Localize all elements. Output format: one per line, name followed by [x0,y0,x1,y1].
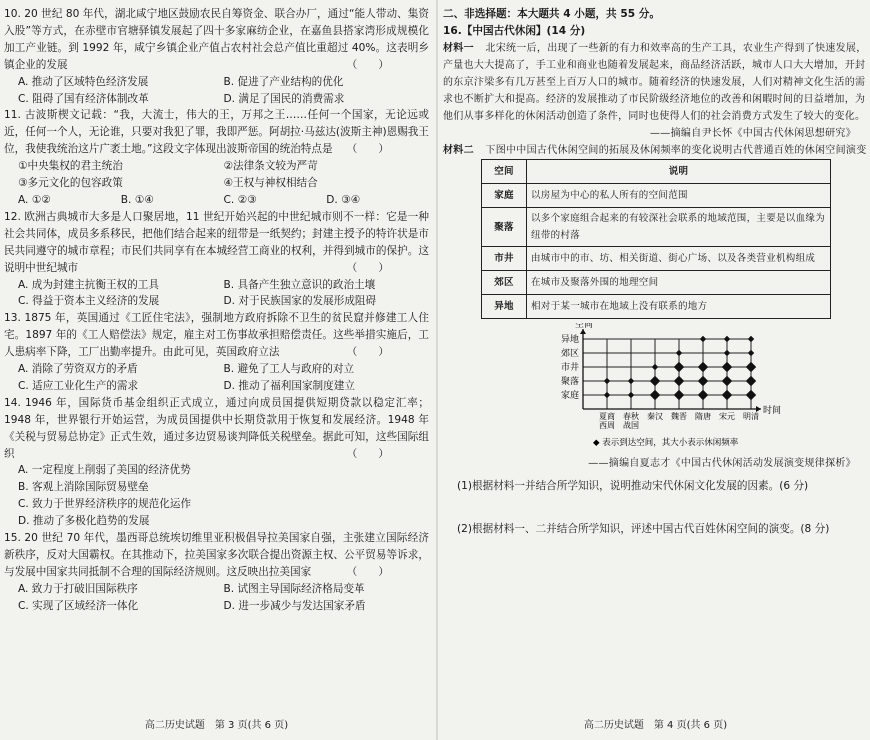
option-d: D. 进一步减少与发达国家矛盾 [223,599,366,612]
question-11-options [4,192,429,209]
question-13-options [4,361,429,395]
option-d: D. 推动了多极化趋势的发展 [18,515,150,528]
right-page [443,6,868,731]
row-desc: 以房屋为中心的私人所有的空间范围 [527,184,831,208]
material-1-label: 材料一 [443,43,474,54]
row-key: 郊区 [482,271,527,295]
y-tick-label: 家庭 [560,391,579,401]
data-point [604,392,610,398]
row-key: 聚落 [482,208,527,247]
option-b: B. 避免了工人与政府的对立 [223,363,355,376]
data-point [748,350,754,356]
option-a: A. 消除了劳资双方的矛盾 [18,363,138,376]
option-c: C. 阻碍了国有经济体制改革 [18,92,149,105]
data-point [698,362,708,372]
question-12-options [4,277,429,311]
data-point [628,378,634,384]
header-desc: 说明 [527,160,831,184]
data-point [652,364,658,370]
row-desc: 相对于某一城市在地域上没有联系的地方 [527,295,831,319]
item-1: ①中央集权的君主统治 [18,160,123,173]
data-point [674,390,684,400]
option-b: B. ①④ [120,193,154,206]
x-tick-label: 春秋战国 [623,412,639,430]
data-point [722,362,732,372]
material-2-text: 下图中中国古代休闲空间的拓展及休闲频率的变化说明古代普通百姓的休闲空间演变 [485,145,867,156]
chart-legend: ◆ 表示到达空间，其大小表示休闲频率 [593,438,739,448]
data-point [604,378,610,384]
y-tick-label: 市井 [560,363,579,373]
option-a: A. ①② [18,193,51,206]
data-point [748,336,754,342]
leisure-chart [533,323,783,451]
page-footer: 高二历史试题 第 3 页(共 6 页) [144,720,289,731]
data-point [650,376,660,386]
question-10 [4,6,429,74]
data-point [676,350,682,356]
data-point [698,376,708,386]
leisure-chart-wrap [533,323,868,455]
x-tick-label: 魏晋 [671,412,687,421]
material-2-source: ——摘编自夏志才《中国古代休闲活动发展演变规律探析》 [588,458,856,469]
x-tick-label: 夏商西周 [599,412,615,430]
data-point [722,376,732,386]
x-tick-label: 隋唐 [695,412,711,421]
question-13 [4,310,429,361]
question-12-stem: 12. 欧洲古典城市大多是人口聚居地，11 世纪开始兴起的中世纪城市则不一样：它是一种社会共同体，成员多系移民，把他们结合起来的纽带是一纸契约；封建主授予的特许状是市民共同遵守的城市章程；市民们共同享有在本城经营工商业的权利，并得到城市的保护。这说明中世纪城市 [4,210,429,274]
question-10-stem: 10. 20 世纪 80 年代，湖北咸宁地区鼓励农民自筹资金、联合办厂，通过“能人带动、集资入股”等方式，在赤壁市官塘驿镇发展起了四十多家麻纺企业，在嘉鱼县搭家湾形成规模化加工产业链。到 1992 年，咸宁乡镇企业产值占农村社会总产值比重超过 40%。这表明乡镇企业的发展 [4,8,429,71]
material-2-label: 材料二 [443,145,474,156]
answer-paren: （ ） [346,565,389,578]
answer-paren: （ ） [346,346,389,359]
option-d: D. 对于民族国家的发展形成阻碍 [223,295,377,308]
data-point [698,390,708,400]
data-point [724,350,730,356]
data-point [628,392,634,398]
data-point [746,390,756,400]
y-axis-label: 空间 [575,323,594,330]
row-desc: 由城市中的市、坊、相关街道、街心广场、以及各类营业机构组成 [527,247,831,271]
question-13-stem: 13. 1875 年，英国通过《工匠住宅法》，强制地方政府拆除不卫生的贫民窟并修建工人住宅。1897 年的《工人赔偿法》规定，雇主对工伤事故承担赔偿责任。这些举措实施后，工人患病率下降，工厂出勤率提升。由此可见，英国政府立法 [4,312,429,359]
material-1-text: 北宋统一后，出现了一些新的有力和效率高的生产工具，农业生产得到了快速发展，产量也大大提高了，手工业和商业也随着发展起来，商品经济活跃，城市人口大大增加，开封的东京汴梁多有几万甚至上百万人口的城市。随着经济的快速发展，人们对精神文化生活的需求也不断扩大和提高。经济的发展推动了市民阶级经济地位的改善和闲暇时间的日益增加，为他们从事多样化的休闲活动创造了条件，同时也使得人们的社会消费方式发生了较大的变化。 [443,43,867,122]
answer-paren: （ ） [346,447,389,460]
option-d: D. 满足了国民的消费需求 [223,92,345,105]
option-c: C. ②③ [223,193,257,206]
item-2: ②法律条文较为严苛 [223,160,318,173]
question-14 [4,395,429,463]
item-4: ④王权与神权相结合 [223,177,318,190]
question-15-options [4,581,429,615]
option-c: C. 得益于资本主义经济的发展 [18,295,160,308]
item-3: ③多元文化的包容政策 [18,177,123,190]
table-row [482,208,831,247]
material-1-source: ——摘编自尹长怀《中国古代休闲思想研究》 [650,128,856,139]
table-row [482,247,831,271]
option-b: B. 促进了产业结构的优化 [223,75,344,88]
x-axis-label: 时间 [763,406,782,416]
answer-paren: （ ） [346,261,389,274]
answer-paren: （ ） [346,143,389,156]
option-a: A. 推动了区域特色经济发展 [18,75,149,88]
option-b: B. 具备产生独立意识的政治土壤 [223,278,376,291]
x-tick-label: 秦汉 [647,412,663,421]
y-tick-label: 聚落 [560,377,579,387]
sub-question-1: (1)根据材料一并结合所学知识，说明推动宋代休闲文化发展的因素。(6 分) [457,480,809,492]
header-space: 空间 [482,160,527,184]
page-footer: 高二历史试题 第 4 页(共 6 页) [583,720,728,731]
question-14-options [4,462,429,530]
left-page [4,6,429,731]
question-12 [4,209,429,277]
material-2 [443,142,868,159]
question-16-title: 16.【中国古代休闲】(14 分) [443,25,586,37]
option-b: B. 客观上消除国际贸易壁垒 [18,481,149,494]
row-key: 市井 [482,247,527,271]
question-14-stem: 14. 1946 年，国际货币基金组织正式成立，通过向成员国提供短期贷款以稳定汇率；1948 年，世界银行开始运营，为成员国提供中长期贷款用于恢复和发展经济。1948 年《关税与贸易总协定》正式生效，通过多边贸易谈判降低关税壁垒。据此可知，这些国际组织 [4,396,429,460]
question-11-items [4,158,429,192]
space-table [481,159,831,319]
y-tick-label: 异地 [560,335,579,345]
row-key: 家庭 [482,184,527,208]
question-10-options [4,74,429,108]
x-tick-label: 明清 [743,412,759,421]
question-15 [4,530,429,581]
question-11 [4,107,429,158]
data-point [650,390,660,400]
sub-question-2: (2)根据材料一、二并结合所学知识，评述中国古代百姓休闲空间的演变。(8 分) [457,522,830,535]
x-tick-label: 宋元 [719,412,735,421]
option-d: D. 推动了福利国家制度建立 [223,379,355,392]
row-desc: 以多个家庭组合起来的有较深社会联系的地域范围，主要是以血缘为纽带的村落 [527,208,831,247]
data-point [724,336,730,342]
data-point [700,336,706,342]
row-desc: 在城市及聚落外围的地理空间 [527,271,831,295]
row-key: 异地 [482,295,527,319]
page-fold [436,0,438,740]
data-point [674,362,684,372]
option-c: C. 致力于世界经济秩序的规范化运作 [18,498,192,511]
data-point [674,376,684,386]
y-tick-label: 郊区 [560,349,579,359]
answer-paren: （ ） [346,58,389,71]
table-row [482,184,831,208]
question-11-stem: 11. 古波斯楔文记载：“我，大流士，伟大的王，万邦之王……任何一个国家，无论远或近，任何一个人，无论谁，只要对我犯了罪，我即严惩。阿胡拉·马兹达(波斯主神)恩赐我王位，我使我统治这片广袤土地。”这段文字体现出波斯帝国的统治特点是 [4,109,429,156]
option-d: D. ③④ [326,193,361,206]
table-row [482,271,831,295]
option-c: C. 实现了区域经济一体化 [18,599,139,612]
option-b: B. 试图主导国际经济格局变革 [223,582,365,595]
option-c: C. 适应工业化生产的需求 [18,379,139,392]
data-point [746,376,756,386]
question-15-stem: 15. 20 世纪 70 年代，墨西哥总统埃切维里亚积极倡导拉美国家自强，主张建立国际经济新秩序，反对大国霸权。在其推动下，拉美国家多次联合提出资源主权、公平贸易等诉求，与发展中国家共同抵制不合理的国际经济规则。这反映出拉美国家 [4,532,429,578]
material-1 [443,40,868,142]
option-a: A. 致力于打破旧国际秩序 [18,582,138,595]
table-row [482,295,831,319]
table-header [482,160,831,184]
option-a: A. 一定程度上削弱了美国的经济优势 [18,464,191,477]
option-a: A. 成为封建主抗衡王权的工具 [18,278,159,291]
data-point [746,362,756,372]
data-point [722,390,732,400]
section-heading: 二、非选择题：本大题共 4 小题，共 55 分。 [443,8,660,20]
